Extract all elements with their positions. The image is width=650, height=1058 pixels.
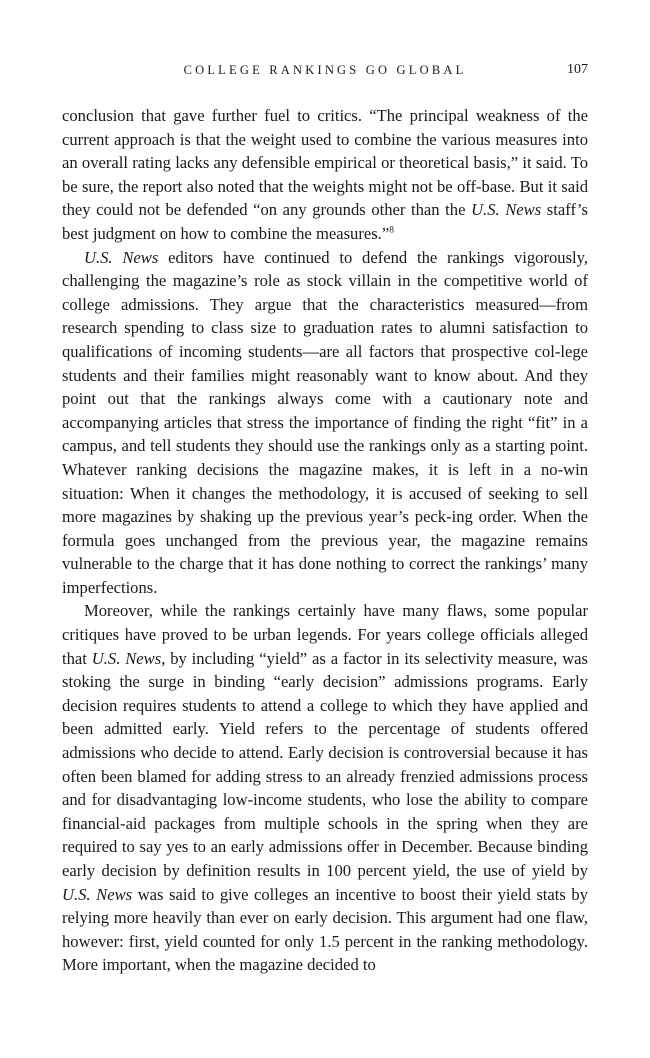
text-run: editors have continued to defend the rankings vigorously, challenging the magazine’s role as stock villain in the competitive world of college admissions. They argue that the characteristics measured—from research spending to class size to graduation rates to alumni satisfaction to qualifications of incoming students—are all factors that prospective col-lege students and their families might reasonably want to know about. And they point out that the rankings always come with a cautionary note and accompanying articles that stress the importance of finding the right “fit” in a campus, and tell students they should use the rankings only as a starting point. Whatever ranking decisions the magazine makes, it is left in a no-win situation: When it changes the methodology, it is accused of seeking to sell more magazines by shaking up the previous year’s peck-ing order. When the formula goes unchanged from the previous year, the magazine remains vulnerable to the charge that it has done nothing to correct the rankings’ many imperfections. [62,247,589,597]
italic-title-text: U.S. News [471,200,542,220]
text-run: staff’s best judgment on how to combine the measures.” [62,200,588,243]
text-run: Moreover, while the rankings certainly have many flaws, some popular critiques have proved to be urban legends. For years college officials alleged that [62,601,588,668]
book-page [62,0,588,1058]
footnote-reference: 8 [389,225,394,236]
running-title: COLLEGE RANKINGS GO GLOBAL [183,63,467,77]
text-run: was said to give colleges an incentive to boost their yield stats by relying more heavily than ever on early decision. This argument had one flaw, however: first, yield counted for only 1.5 percent in the ranking methodology. More important, when the magazine decided to [62,884,589,975]
text-run: , by including “yield” as a factor in its selectivity measure, was stoking the surge in binding “early decision” admissions programs. Early decision requires students to attend a college to which they have applied and been admitted early. Yield refers to the percentage of students offered admissions who decide to attend. Early decision is controversial because it has often been blamed for adding stress to an already frenzied admissions process and for disadvantaging low-income students, who lose the ability to compare financial-aid packages from multiple schools in the spring when they are required to say yes to an early admissions offer in December. Because binding early decision by definition results in 100 percent yield, the use of yield by [62,648,589,880]
italic-title-text: U.S. News [84,247,159,267]
body-text [62,104,588,977]
italic-title-text: U.S. News [62,884,133,904]
paragraph-1 [62,104,588,246]
page-number: 107 [567,62,588,77]
running-head [62,60,588,80]
paragraph-3 [62,599,588,977]
paragraph-2 [62,246,588,600]
text-run: conclusion that gave further fuel to critics. “The principal weakness of the current approach is that the weight used to combine the various measures into an overall rating lacks any defensible empirical or theoretical basis,” it said. To be sure, the report also noted that the weights might not be off-base. But it said they could not be defended “on any grounds other than the [62,106,588,220]
italic-title-text: U.S. News [91,648,162,668]
